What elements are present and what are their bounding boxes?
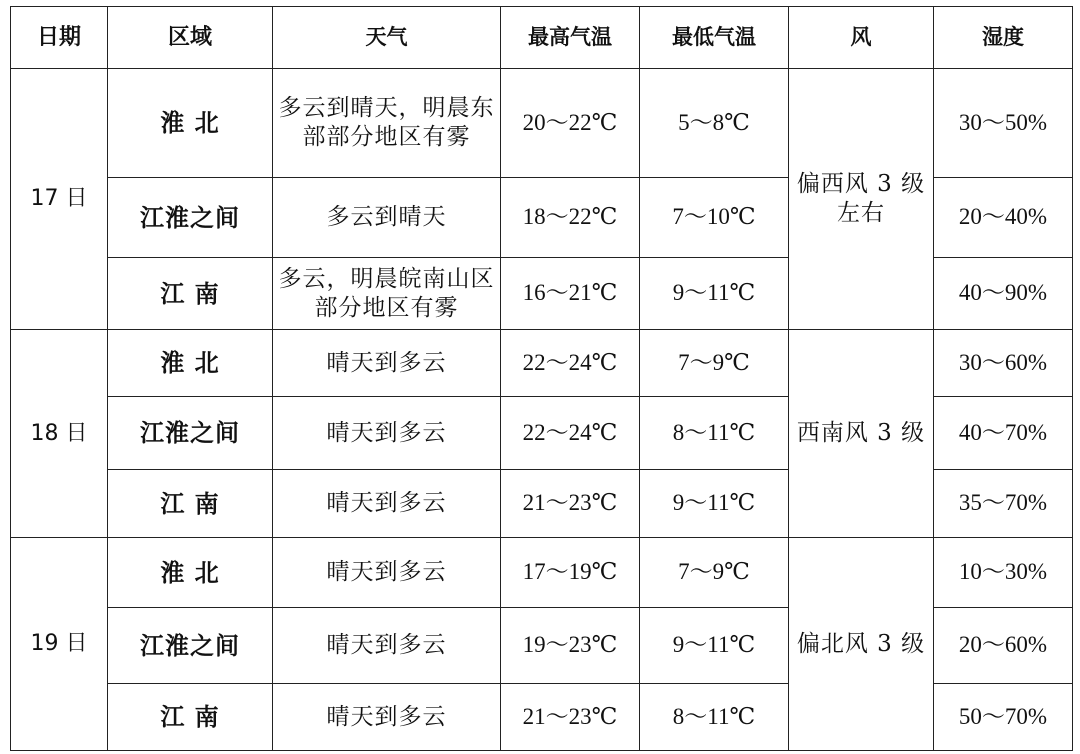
header-weather: 天气 <box>273 7 501 69</box>
region-cell: 淮 北 <box>108 330 273 397</box>
low-temp-cell: 5～8℃ <box>640 69 789 178</box>
region-cell: 江淮之间 <box>108 178 273 258</box>
weather-cell: 多云，明晨皖南山区部分地区有雾 <box>273 258 501 330</box>
low-temp-cell: 8～11℃ <box>640 397 789 470</box>
weather-cell: 晴天到多云 <box>273 330 501 397</box>
high-temp-cell: 21～23℃ <box>501 684 640 751</box>
weather-cell: 晴天到多云 <box>273 608 501 684</box>
weather-cell: 晴天到多云 <box>273 470 501 538</box>
header-row <box>11 7 1073 69</box>
humidity-cell: 35～70% <box>934 470 1073 538</box>
low-temp-cell: 8～11℃ <box>640 684 789 751</box>
low-temp-cell: 9～11℃ <box>640 258 789 330</box>
high-temp-cell: 22～24℃ <box>501 397 640 470</box>
weather-forecast-table <box>10 6 1073 751</box>
region-cell: 江淮之间 <box>108 397 273 470</box>
weather-cell: 晴天到多云 <box>273 538 501 608</box>
high-temp-cell: 21～23℃ <box>501 470 640 538</box>
date-cell: 17 日 <box>11 69 108 330</box>
table-row <box>11 69 1073 178</box>
humidity-cell: 20～40% <box>934 178 1073 258</box>
humidity-cell: 20～60% <box>934 608 1073 684</box>
table-row <box>11 538 1073 608</box>
header-low-temp: 最低气温 <box>640 7 789 69</box>
wind-cell: 偏西风 3 级左右 <box>789 69 934 330</box>
high-temp-cell: 20～22℃ <box>501 69 640 178</box>
table-row <box>11 330 1073 397</box>
weather-cell: 晴天到多云 <box>273 397 501 470</box>
weather-cell: 多云到晴天，明晨东部部分地区有雾 <box>273 69 501 178</box>
region-cell: 江淮之间 <box>108 608 273 684</box>
low-temp-cell: 9～11℃ <box>640 470 789 538</box>
header-humidity: 湿度 <box>934 7 1073 69</box>
header-wind: 风 <box>789 7 934 69</box>
low-temp-cell: 7～9℃ <box>640 330 789 397</box>
header-high-temp: 最高气温 <box>501 7 640 69</box>
wind-cell: 偏北风 3 级 <box>789 538 934 751</box>
region-cell: 江 南 <box>108 258 273 330</box>
region-cell: 淮 北 <box>108 69 273 178</box>
humidity-cell: 50～70% <box>934 684 1073 751</box>
humidity-cell: 40～90% <box>934 258 1073 330</box>
wind-cell: 西南风 3 级 <box>789 330 934 538</box>
low-temp-cell: 7～10℃ <box>640 178 789 258</box>
humidity-cell: 40～70% <box>934 397 1073 470</box>
low-temp-cell: 9～11℃ <box>640 608 789 684</box>
header-date: 日期 <box>11 7 108 69</box>
date-cell: 18 日 <box>11 330 108 538</box>
high-temp-cell: 18～22℃ <box>501 178 640 258</box>
low-temp-cell: 7～9℃ <box>640 538 789 608</box>
high-temp-cell: 17～19℃ <box>501 538 640 608</box>
high-temp-cell: 19～23℃ <box>501 608 640 684</box>
humidity-cell: 10～30% <box>934 538 1073 608</box>
date-cell: 19 日 <box>11 538 108 751</box>
high-temp-cell: 22～24℃ <box>501 330 640 397</box>
weather-cell: 多云到晴天 <box>273 178 501 258</box>
humidity-cell: 30～60% <box>934 330 1073 397</box>
humidity-cell: 30～50% <box>934 69 1073 178</box>
region-cell: 江 南 <box>108 470 273 538</box>
weather-cell: 晴天到多云 <box>273 684 501 751</box>
header-region: 区域 <box>108 7 273 69</box>
high-temp-cell: 16～21℃ <box>501 258 640 330</box>
region-cell: 淮 北 <box>108 538 273 608</box>
region-cell: 江 南 <box>108 684 273 751</box>
